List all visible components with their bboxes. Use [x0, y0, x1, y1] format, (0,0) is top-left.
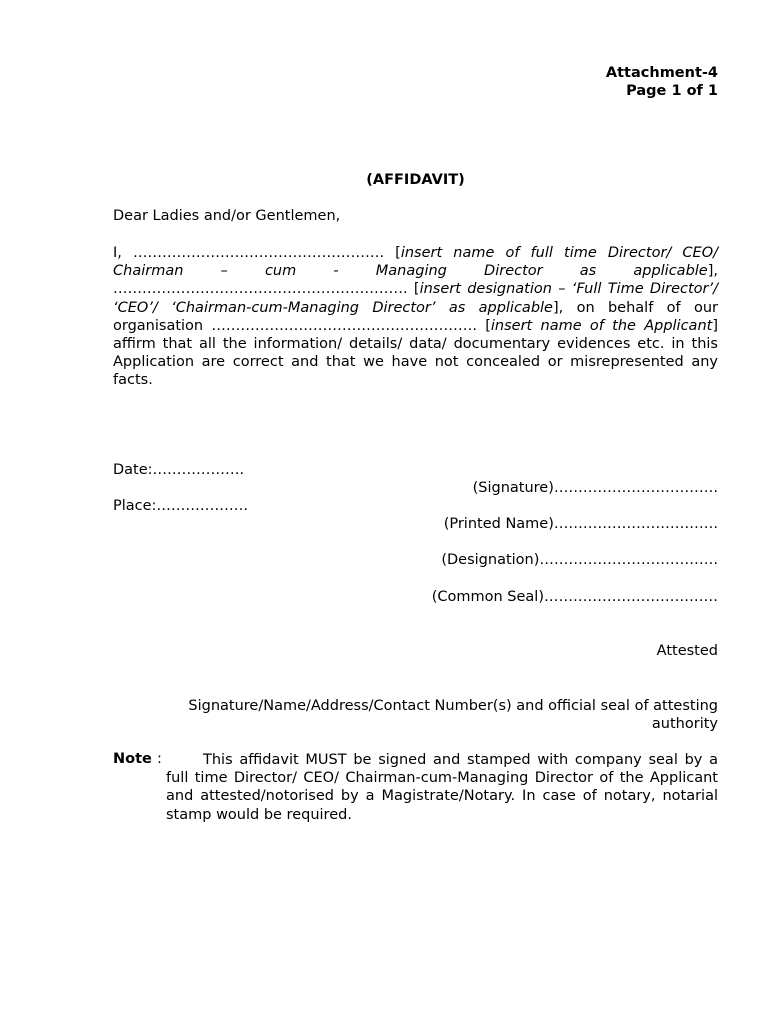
body-text-3: ], on behalf of our organisation ………………………………………………. [: [113, 299, 718, 334]
note-label: Note: [113, 751, 152, 767]
date-field: Date:……………….: [113, 462, 245, 478]
body-placeholder-name: insert name of full time Director/ CEO/ Chairman – cum - Managing Director as applicable: [113, 245, 718, 280]
attachment-number: Attachment-4: [605, 65, 718, 81]
salutation: Dear Ladies and/or Gentlemen,: [113, 208, 341, 224]
designation-field: (Designation)……………………………….: [441, 552, 718, 568]
body-text-1: I, ……………………………………………. [: [113, 245, 401, 261]
note-text: This affidavit MUST be signed and stamped with company seal by a full time Director/ CEO/ Chairman-cum-Managing Director of the Applicant and attested/notorised by a Magistrate/Notary. In case of notary, notarial stamp would be required.: [166, 752, 718, 823]
place-field: Place:……………….: [113, 498, 249, 514]
printed-name-field: (Printed Name)…………………………….: [443, 516, 718, 532]
page-number: Page 1 of 1: [626, 83, 718, 99]
body-placeholder-applicant: insert name of the Applicant: [490, 317, 713, 334]
affidavit-body: [113, 244, 718, 390]
document-title: (AFFIDAVIT): [366, 172, 465, 188]
attesting-authority: Signature/Name/Address/Contact Number(s) and official seal of attesting authority: [188, 698, 718, 732]
body-placeholder-designation: insert designation – ‘Full Time Director’/ ‘CEO’/ ‘Chairman-cum-Managing Director’ as applicable: [113, 281, 718, 316]
common-seal-field: (Common Seal)………………………………: [431, 589, 718, 605]
note-colon: :: [157, 751, 162, 767]
page-header: [113, 64, 718, 100]
body-text-2: ], ……………………………………………………. [: [113, 263, 718, 298]
signature-field: (Signature)…………………………….: [472, 480, 718, 496]
attested-label: Attested: [656, 643, 718, 659]
body-text-4: ] affirm that all the information/ details/ data/ documentary evidences etc. in this Application are correct and that we have not concealed or misrepresented any facts.: [113, 317, 718, 389]
